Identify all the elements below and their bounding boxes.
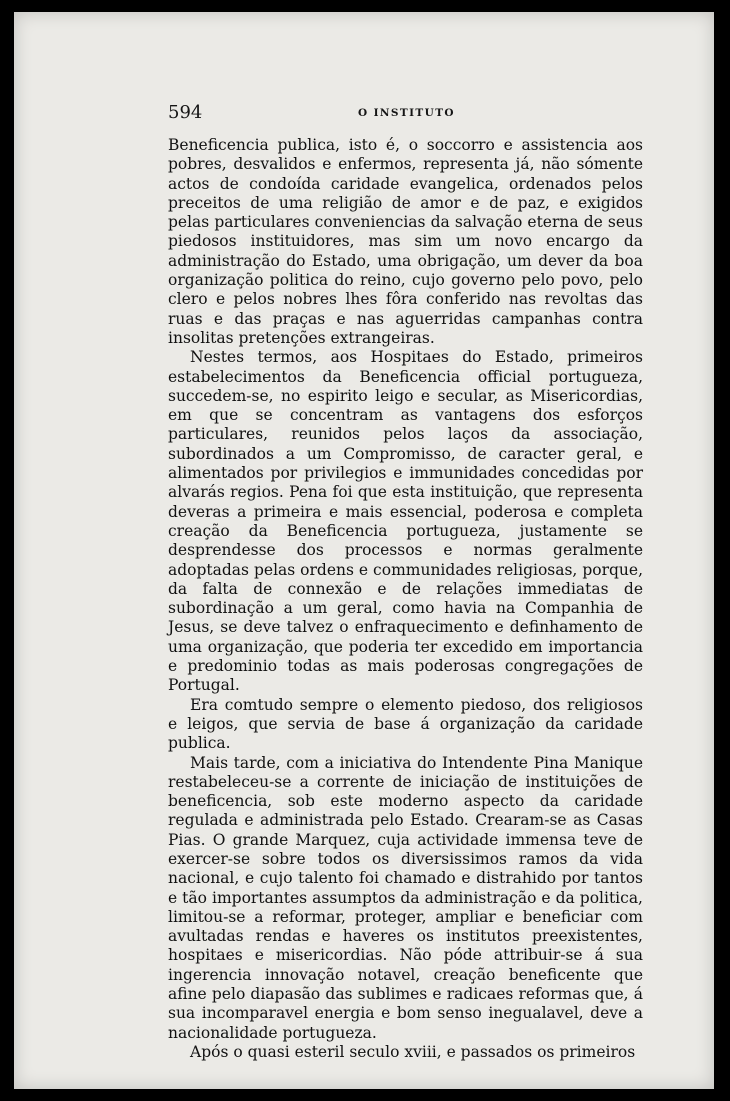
paragraph-beneficencia-publica: Beneficencia publica, isto é, o soccorro e assistencia aos pobres, desvalidos e enfermos, representa já, não sómente actos de condoída caridade evangelica, ordenados pelos preceitos de uma religião de amor e de paz, e exigidos pelas particulares conveniencias da salvação eterna de seus piedosos instituidores, mas sim um novo encargo da administração do Estado, uma obrigação, um dever da boa organização politica do reino, cujo governo pelo povo, pelo clero e pelos nobres lhes fôra conferido nas revoltas das ruas e das praças e nas aguerridas campanhas contra insolitas pretenções extrangeiras. (168, 136, 643, 347)
body-text (168, 136, 643, 1062)
page-header (168, 102, 668, 126)
book-page (14, 12, 714, 1089)
paragraph-hospitaes-do-estado: Nestes termos, aos Hospitaes do Estado, primeiros estabelecimentos da Beneficencia official portugueza, succedem-se, no espirito leigo e secular, as Misericordias, em que se concentram as vantagens dos esforços particulares, reunidos pelos laços da associação, subordinados a um Compromisso, de caracter geral, e alimentados por privilegios e immunidades concedidas por alvarás regios. Pena foi que esta instituição, que representa deveras a primeira e mais essencial, poderosa e completa creação da Beneficencia portugueza, justamente se desprendesse dos processos e normas geralmente adoptadas pelas ordens e communidades religiosas, porque, da falta de connexão e de relações immediatas de subordinação a um geral, como havia na Companhia de Jesus, se deve talvez o enfraquecimento e definhamento de uma organização, que poderia ter excedido em importancia e predominio todas as mais poderosas congregações de Portugal. (168, 348, 643, 695)
running-title: O INSTITUTO (358, 107, 455, 119)
page-number: 594 (168, 102, 203, 123)
paragraph-elemento-piedoso: Era comtudo sempre o elemento piedoso, dos religiosos e leigos, que servia de base á organização da caridade publica. (168, 695, 643, 753)
paragraph-seculo-xviii: Após o quasi esteril seculo xviii, e passados os primeiros (190, 1042, 636, 1061)
paragraph-pina-manique: Mais tarde, com a iniciativa do Intendente Pina Manique restabeleceu-se a corrente de iniciação de instituições de beneficencia, sob este moderno aspecto da caridade regulada e administrada pelo Estado. Crearam-se as Casas Pias. O grande Marquez, cuja actividade immensa teve de exercer-se sobre todos os diversissimos ramos da vida nacional, e cujo talento foi chamado e distrahido por tantos e tão importantes assumptos da administração e da politica, limitou-se a reformar, proteger, ampliar e beneficiar com avultadas rendas e haveres os institutos preexistentes, hospitaes e misericordias. Não póde attribuir-se á sua ingerencia innovação notavel, creação beneficente que afine pelo diapasão das sublimes e radicaes reformas que, á sua incomparavel energia e bom senso inegualavel, deve a nacionalidade portugueza. (168, 753, 643, 1042)
